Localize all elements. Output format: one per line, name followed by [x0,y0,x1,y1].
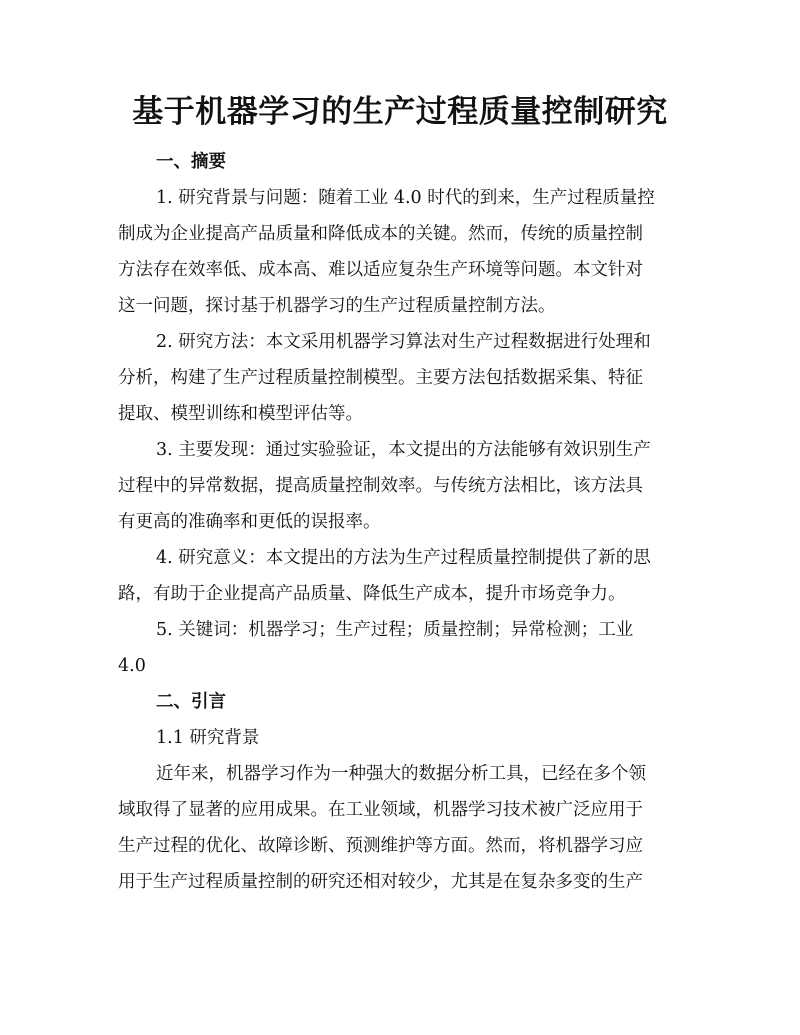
text-line: 这一问题，探讨基于机器学习的生产过程质量控制方法。 [118,296,556,316]
text-line: 2. 研究方法：本文采用机器学习算法对生产过程数据进行处理和 [156,332,651,352]
text-line: 制成为企业提高产品质量和降低成本的关键。然而，传统的质量控制 [118,224,643,244]
text-line: 5. 关键词：机器学习；生产过程；质量控制；异常检测；工业 [156,620,634,640]
document-title: 基于机器学习的生产过程质量控制研究 [132,94,668,130]
text-line: 生产过程的优化、故障诊断、预测维护等方面。然而，将机器学习应 [118,836,643,856]
text-line: 3. 主要发现：通过实验验证，本文提出的方法能够有效识别生产 [156,440,651,460]
section-heading-abstract: 一、摘要 [156,152,226,172]
section-heading-introduction: 二、引言 [156,692,226,712]
text-line: 方法存在效率低、成本高、难以适应复杂生产环境等问题。本文针对 [118,260,643,280]
text-line: 用于生产过程质量控制的研究还相对较少，尤其是在复杂多变的生产 [118,872,643,892]
text-line: 过程中的异常数据，提高质量控制效率。与传统方法相比，该方法具 [118,476,643,496]
text-line: 1. 研究背景与问题：随着工业 4.0 时代的到来，生产过程质量控 [156,188,655,208]
text-line: 有更高的准确率和更低的误报率。 [118,512,381,532]
text-line: 提取、模型训练和模型评估等。 [118,404,363,424]
text-line: 近年来，机器学习作为一种强大的数据分析工具，已经在多个领 [156,764,646,784]
text-line: 4. 研究意义：本文提出的方法为生产过程质量控制提供了新的思 [156,548,651,568]
text-line: 域取得了显著的应用成果。在工业领域，机器学习技术被广泛应用于 [118,800,643,820]
text-line: 4.0 [118,656,146,676]
text-line: 分析，构建了生产过程质量控制模型。主要方法包括数据采集、特征 [118,368,643,388]
subsection-heading: 1.1 研究背景 [156,728,260,748]
text-line: 路，有助于企业提高产品质量、降低生产成本，提升市场竞争力。 [118,584,626,604]
